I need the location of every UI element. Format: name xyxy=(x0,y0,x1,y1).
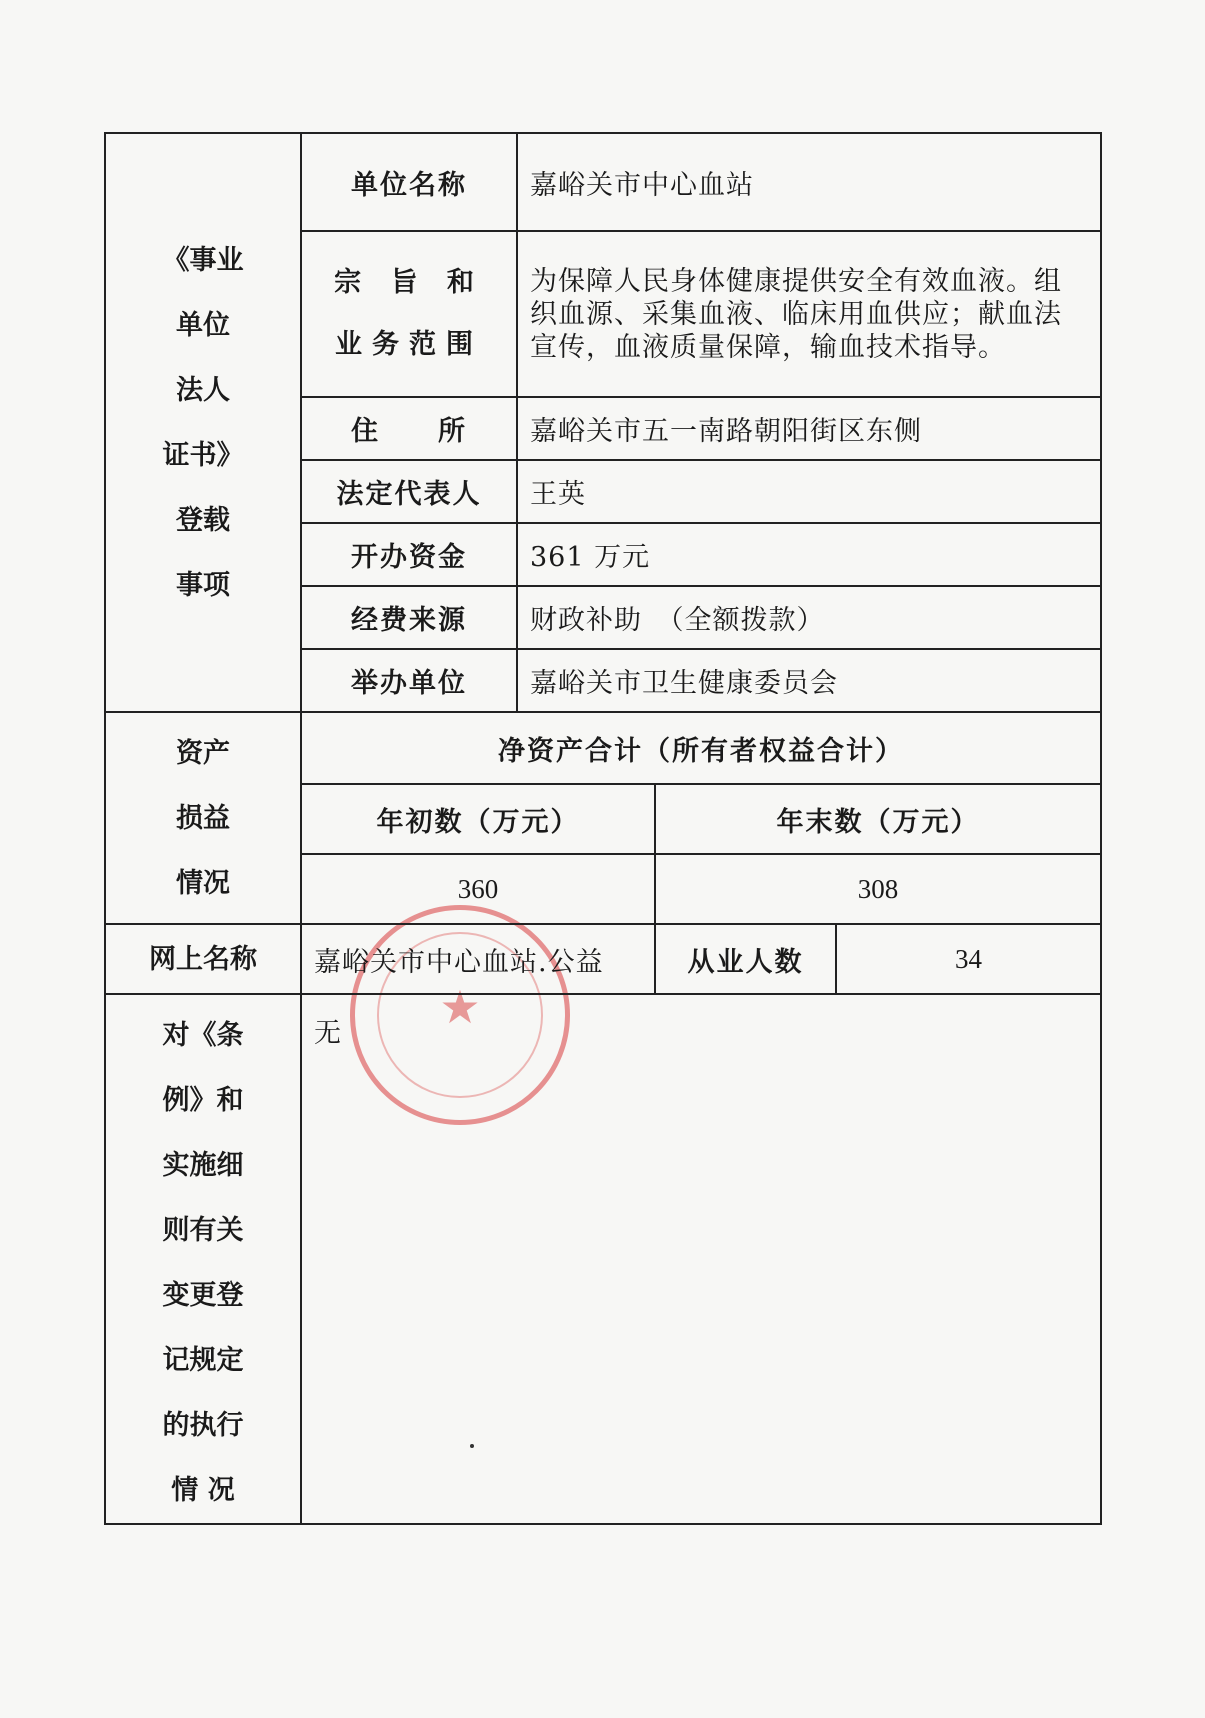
legal-rep-value: 王英 xyxy=(517,460,1101,523)
side-label-compliance: 对《条 例》和 实施细 则有关 变更登 记规定 的执行 情 况 xyxy=(105,994,301,1524)
unit-name-value: 嘉峪关市中心血站 xyxy=(517,133,1101,231)
side-label-assets: 资产 损益 情况 xyxy=(105,712,301,924)
address-value: 嘉峪关市五一南路朝阳街区东侧 xyxy=(517,397,1101,460)
scan-speck xyxy=(470,1444,474,1448)
end-of-year-value: 308 xyxy=(655,854,1101,924)
side-label-registration: 《事业 单位 法人 证书》 登载 事项 xyxy=(105,133,301,712)
address-label: 住 所 xyxy=(301,397,517,460)
legal-rep-label: 法定代表人 xyxy=(301,460,517,523)
purpose-label: 宗 旨 和 业务范围 xyxy=(301,231,517,397)
online-name-label: 网上名称 xyxy=(105,924,301,994)
sponsor-value: 嘉峪关市卫生健康委员会 xyxy=(517,649,1101,712)
compliance-value: 无 xyxy=(301,994,1101,1524)
start-of-year-label: 年初数（万元） xyxy=(301,784,655,854)
sponsor-label: 举办单位 xyxy=(301,649,517,712)
seal-star-icon: ★ xyxy=(439,980,481,1034)
net-assets-header: 净资产合计（所有者权益合计） xyxy=(301,712,1101,784)
unit-name-label: 单位名称 xyxy=(301,133,517,231)
staff-count-value: 34 xyxy=(836,924,1101,994)
row-online-name xyxy=(105,924,1101,994)
funding-label: 经费来源 xyxy=(301,586,517,649)
capital-label: 开办资金 xyxy=(301,523,517,586)
registration-form-table xyxy=(104,132,1102,1525)
start-of-year-value: 360 xyxy=(301,854,655,924)
row-assets-header xyxy=(105,712,1101,784)
purpose-value: 为保障人民身体健康提供安全有效血液。组织血源、采集血液、临床用血供应；献血法宣传，血液质量保障，输血技术指导。 xyxy=(517,231,1101,397)
funding-value: 财政补助 （全额拨款） xyxy=(517,586,1101,649)
row-compliance xyxy=(105,994,1101,1524)
row-unit-name xyxy=(105,133,1101,231)
staff-count-label: 从业人数 xyxy=(655,924,836,994)
online-name-value: 嘉峪关市中心血站.公益 xyxy=(301,924,655,994)
end-of-year-label: 年末数（万元） xyxy=(655,784,1101,854)
capital-value: 361 万元 xyxy=(517,523,1101,586)
